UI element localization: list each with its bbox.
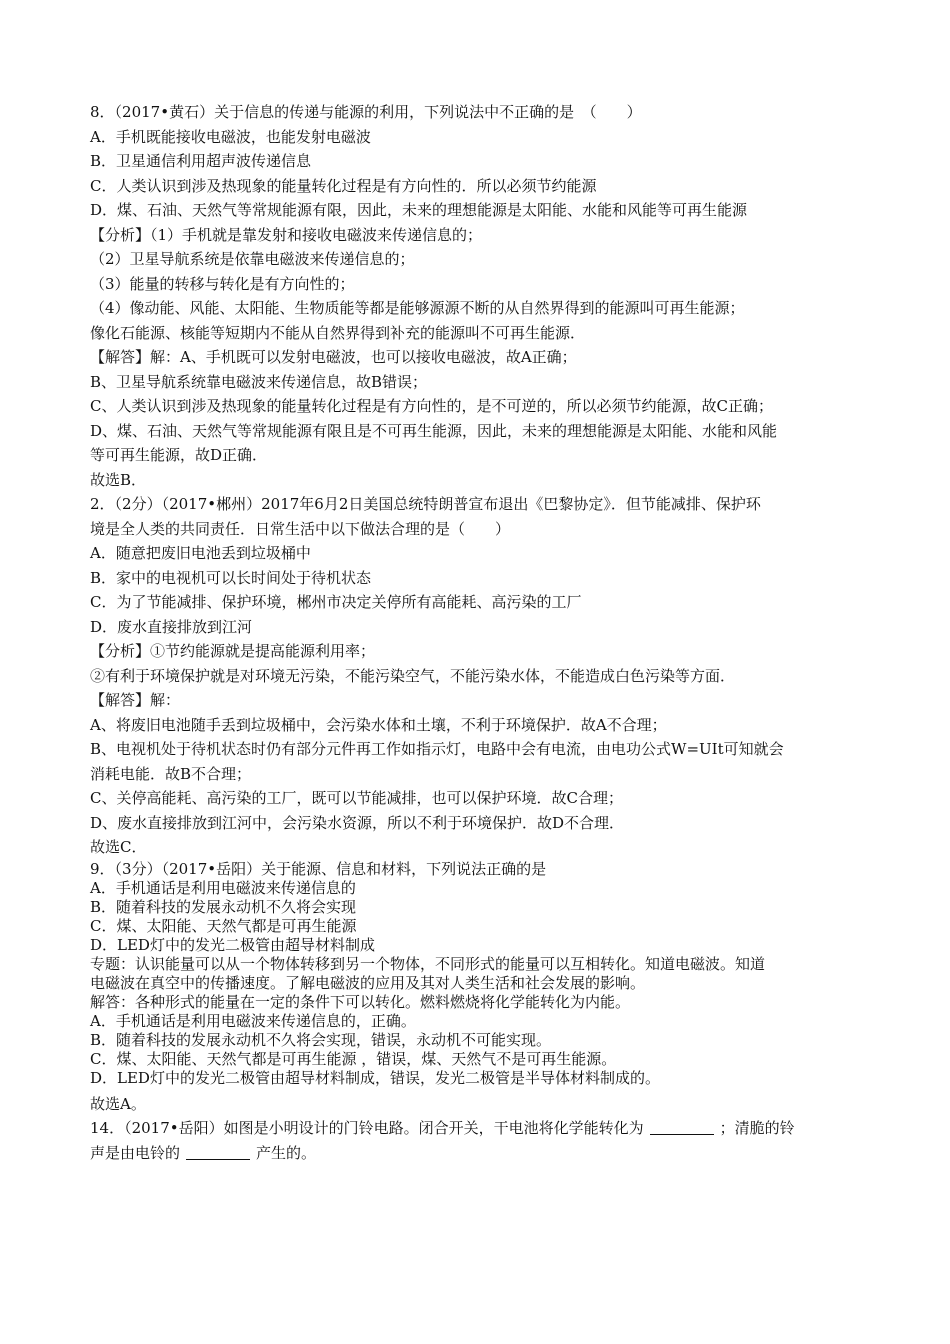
question-9-option-a: A．手机通话是利用电磁波来传递信息的	[90, 878, 356, 897]
question-14-line-2	[90, 1141, 870, 1166]
question-8-analysis-2: （2）卫星导航系统是依靠电磁波来传递信息的；	[90, 250, 415, 268]
question-2-solution-5: C、关停高能耗、高污染的工厂，既可以节能减排，也可以保护环境．故C合理；	[90, 789, 623, 807]
question-8-analysis-1: 【分析】（1）手机就是靠发射和接收电磁波来传递信息的；	[90, 225, 483, 244]
question-2-stem-2: 境是全人类的共同责任．日常生活中以下做法合理的是（ ）	[90, 519, 511, 538]
question-8	[90, 100, 870, 492]
question-8-option-b: B．卫星通信利用超声波传递信息	[90, 152, 312, 170]
fill-blank-2[interactable]	[186, 1145, 250, 1160]
question-8-analysis-3: （3）能量的转移与转化是有方向性的；	[90, 274, 355, 293]
question-2-solution-6: D、废水直接排放到江河中，会污染水资源，所以不利于环境保护．故D不合理．	[90, 813, 625, 832]
question-2-analysis-1: 【分析】①节约能源就是提高能源利用率；	[90, 642, 376, 660]
question-14-line-1-tail: ；清脆的铃	[719, 1119, 795, 1137]
question-9-solution-d: D．LED灯中的发光二极管由超导材料制成，错误，发光二极管是半导体材料制成的。	[90, 1068, 660, 1087]
question-2-analysis-2: ②有利于环境保护就是对环境无污染，不能污染空气，不能污染水体，不能造成白色污染等方面．	[90, 666, 736, 685]
question-2-option-c: C．为了节能减排、保护环境，郴州市决定关停所有高能耗、高污染的工厂	[90, 593, 582, 611]
question-14-line-1	[90, 1116, 870, 1141]
question-2	[90, 492, 870, 860]
question-2-solution-1: 【解答】解：	[90, 691, 181, 709]
question-9-solution-a: A．手机通话是利用电磁波来传递信息的，正确。	[90, 1011, 416, 1030]
question-8-option-c: C．人类认识到涉及热现象的能量转化过程是有方向性的．所以必须节约能源	[90, 176, 597, 195]
question-2-solution-4: 消耗电能．故B不合理；	[90, 764, 252, 783]
question-9-topic-1: 专题：认识能量可以从一个物体转移到另一个物体，不同形式的能量可以互相转化。知道电磁波。知道	[90, 954, 766, 973]
question-9-solution-c: C．煤、太阳能、天然气都是可再生能源 ，错误，煤、天然气不是可再生能源。	[90, 1049, 617, 1068]
question-2-stem-1: 2．（2分）（2017•郴州）2017年6月2日美国总统特朗普宣布退出《巴黎协定》．但节能减排、保护环	[90, 495, 761, 513]
document-content	[90, 100, 870, 1165]
question-9-option-c: C．煤、太阳能、天然气都是可再生能源	[90, 916, 357, 935]
question-8-solution-5: 等可再生能源，故D正确．	[90, 446, 268, 464]
question-8-stem: 8．（2017•黄石）关于信息的传递与能源的利用，下列说法中不正确的是 （ ）	[90, 103, 642, 121]
question-2-option-b: B．家中的电视机可以长时间处于待机状态	[90, 568, 372, 587]
question-9-option-d: D．LED灯中的发光二极管由超导材料制成	[90, 935, 375, 954]
question-8-answer: 故选B．	[90, 470, 147, 489]
question-9	[90, 860, 870, 1088]
question-9-solution-intro: 解答：各种形式的能量在一定的条件下可以转化。燃料燃烧将化学能转化为内能。	[90, 992, 631, 1011]
question-8-solution-3: C、人类认识到涉及热现象的能量转化过程是有方向性的，是不可逆的，所以必须节约能源，故C正确；	[90, 397, 773, 415]
question-8-solution-4: D、煤、石油、天然气等常规能源有限且是不可再生能源，因此，未来的理想能源是太阳能、水能和风能	[90, 421, 778, 440]
question-9-option-b: B．随着科技的发展永动机不久将会实现	[90, 897, 357, 916]
question-14-line-2-text: 声是由电铃的	[90, 1143, 181, 1162]
question-8-solution-1: 【解答】解：A、手机既可以发射电磁波，也可以接收电磁波，故A正确；	[90, 348, 577, 366]
question-2-option-d: D．废水直接排放到江河	[90, 617, 253, 636]
question-8-option-d: D．煤、石油、天然气等常规能源有限，因此，未来的理想能源是太阳能、水能和风能等可再生能源	[90, 201, 748, 219]
question-14	[90, 1116, 870, 1165]
question-8-solution-2: B、卫星导航系统靠电磁波来传递信息，故B错误；	[90, 372, 428, 391]
question-2-solution-3: B、电视机处于待机状态时仍有部分元件再工作如指示灯，电路中会有电流，由电功公式W=UIt可知就会	[90, 740, 784, 758]
question-9-stem: 9．（3分）（2017•岳阳）关于能源、信息和材料，下列说法正确的是	[90, 859, 547, 878]
question-2-answer: 故选C．	[90, 838, 147, 856]
question-14-line-1-text: 14．（2017•岳阳）如图是小明设计的门铃电路。闭合开关，干电池将化学能转化为	[90, 1119, 644, 1137]
fill-blank-1[interactable]	[650, 1120, 714, 1135]
question-9-answer: 故选A。	[90, 1094, 146, 1113]
question-9-topic-2: 电磁波在真空中的传播速度。了解电磁波的应用及其对人类生活和社会发展的影响。	[90, 973, 646, 992]
question-8-analysis-5: 像化石能源、核能等短期内不能从自然界得到补充的能源叫不可再生能源．	[90, 323, 586, 342]
question-14-line-2-tail: 产生的。	[256, 1143, 317, 1162]
question-8-option-a: A．手机既能接收电磁波，也能发射电磁波	[90, 127, 371, 146]
question-8-analysis-4: （4）像动能、风能、太阳能、生物质能等都是能够源源不断的从自然界得到的能源叫可再生能源；	[90, 299, 745, 317]
question-2-option-a: A．随意把废旧电池丢到垃圾桶中	[90, 544, 311, 562]
question-2-solution-2: A、将废旧电池随手丢到垃圾桶中，会污染水体和土壤，不利于环境保护．故A不合理；	[90, 715, 667, 734]
question-9-solution-b: B．随着科技的发展永动机不久将会实现，错误，永动机不可能实现。	[90, 1030, 552, 1049]
